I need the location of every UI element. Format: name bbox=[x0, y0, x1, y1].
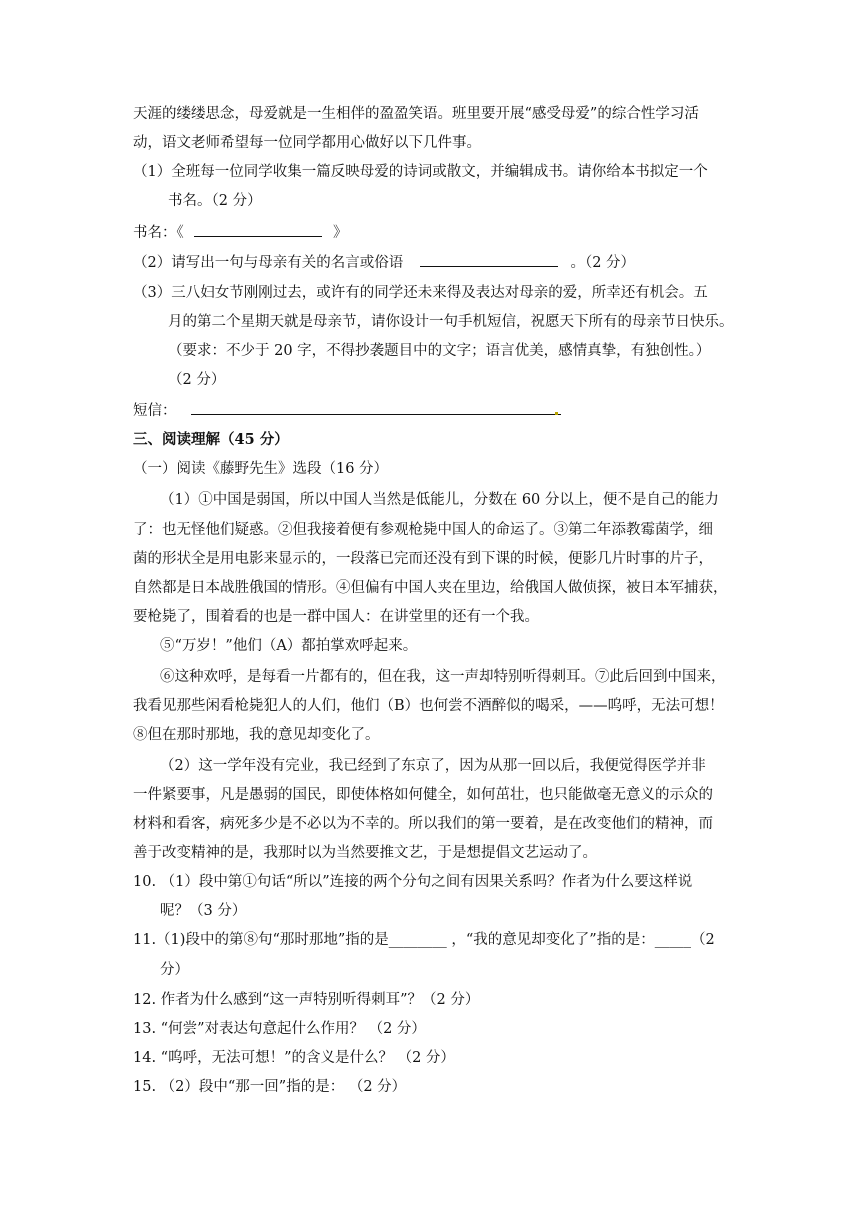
passage-p1-line-4: 自然都是日本战胜俄国的情形。④但偏有中国人夹在里边，给俄国人做侦探，被日本军捕获， bbox=[133, 580, 728, 596]
question-13: 13. “何尝”对表达句意起什么作用？ （2 分） bbox=[133, 1021, 426, 1037]
passage-p4-line-1: （2）这一学年没有完业，我已经到了东京了，因为从那一回以后，我便觉得医学并非 bbox=[160, 758, 706, 774]
task3-line-1: （3）三八妇女节刚刚过去，或许有的同学还未来得及表达对母亲的爱，所幸还有机会。五 bbox=[133, 285, 708, 301]
question-12: 12. 作者为什么感到“这一声特别听得刺耳”？（2 分） bbox=[133, 992, 480, 1008]
passage-p4-line-2: 一件紧要事，凡是愚弱的国民，即使体格如何健全，如何茁壮，也只能做毫无意义的示众的 bbox=[133, 787, 713, 803]
question-14: 14. “呜呼，无法可想！”的含义是什么？ （2 分） bbox=[133, 1050, 455, 1066]
reading-subsection-title: （一）阅读《藤野先生》选段（16 分） bbox=[133, 461, 389, 477]
task3-line-3: （要求：不少于 20 字，不得抄袭题目中的文字；语言优美，感情真挚，有独创性。） bbox=[168, 343, 711, 359]
intro-line-2: 动，语文老师希望每一位同学都用心做好以下几件事。 bbox=[133, 135, 481, 151]
passage-p1-line-1: （1）①中国是弱国，所以中国人当然是低能儿，分数在 60 分以上，便不是自己的能力 bbox=[160, 492, 719, 508]
question-10-line-1: 10. （1）段中第①句话“所以”连接的两个分句之间有因果关系吗？作者为什么要这样说 bbox=[133, 874, 693, 890]
passage-p2: ⑤“万岁！”他们（A）都拍掌欢呼起来。 bbox=[160, 638, 418, 654]
book-title-blank[interactable] bbox=[194, 222, 322, 237]
task2-text: （2）请写出一句与母亲有关的名言或俗语 bbox=[133, 255, 404, 271]
task1-line-1: （1）全班每一位同学收集一篇反映母爱的诗词或散文，并编辑成书。请你给本书拟定一个 bbox=[133, 164, 708, 180]
passage-p4-line-3: 材料和看客，病死多少是不必以为不幸的。所以我们的第一要着，是在改变他们的精神，而 bbox=[133, 816, 713, 832]
task3-line-2: 月的第二个星期天就是母亲节，请你设计一句手机短信，祝愿天下所有的母亲节日快乐。 bbox=[168, 314, 734, 330]
book-title-suffix: 》 bbox=[332, 225, 348, 241]
sms-prefix: 短信： bbox=[133, 403, 177, 419]
task3-line-4: （2 分） bbox=[168, 372, 226, 388]
task1-line-2: 书名。（2 分） bbox=[168, 193, 262, 209]
passage-p3-line-1: ⑥这种欢呼，是每看一片都有的，但在我，这一声却特别听得刺耳。⑦此后回到中国来， bbox=[160, 669, 726, 685]
passage-p1-line-5: 要枪毙了，围着看的也是一群中国人：在讲堂里的还有一个我。 bbox=[133, 609, 539, 625]
passage-p1-line-2: 了：也无怪他们疑惑。②但我接着便有参观枪毙中国人的命运了。③第二年添教霉菌学，细 bbox=[133, 522, 713, 538]
section3-title: 三、阅读理解（45 分） bbox=[133, 431, 289, 448]
question-10-line-2: 呢？（3 分） bbox=[160, 903, 247, 919]
sms-answer bbox=[133, 400, 558, 421]
book-title-prefix: 书名：《 bbox=[133, 225, 184, 241]
passage-p4-line-4: 善于改变精神的是，我那时以为当然要推文艺，于是想提倡文艺运动了。 bbox=[133, 845, 597, 861]
task2-line bbox=[133, 252, 635, 273]
passage-p3-line-2: 我看见那些闲看枪毙犯人的人们，他们（B）也何尝不酒醉似的喝采，——呜呼，无法可想！ bbox=[133, 698, 724, 714]
task2-suffix: 。（2 分） bbox=[570, 255, 636, 271]
question-15: 15. （2）段中“那一回”指的是： （2 分） bbox=[133, 1079, 407, 1095]
question-11-line-1: 11.（1)段中的第⑧句“那时那地”指的是________ ，“我的意见却变化了”指的是：_____（2 bbox=[133, 932, 715, 948]
intro-line-1: 天涯的缕缕思念，母爱就是一生相伴的盈盈笑语。班里要开展“感受母爱”的综合性学习活 bbox=[133, 106, 699, 122]
passage-p3-line-3: ⑧但在那时那地，我的意见却变化了。 bbox=[133, 727, 380, 743]
question-11-line-2: 分） bbox=[160, 962, 189, 978]
stray-mark bbox=[555, 412, 558, 415]
book-title-answer bbox=[133, 222, 347, 243]
saying-blank[interactable] bbox=[420, 252, 558, 267]
passage-p1-line-3: 菌的形状全是用电影来显示的，一段落已完而还没有到下课的时候，便影几片时事的片子， bbox=[133, 551, 713, 567]
sms-blank[interactable] bbox=[191, 400, 561, 415]
